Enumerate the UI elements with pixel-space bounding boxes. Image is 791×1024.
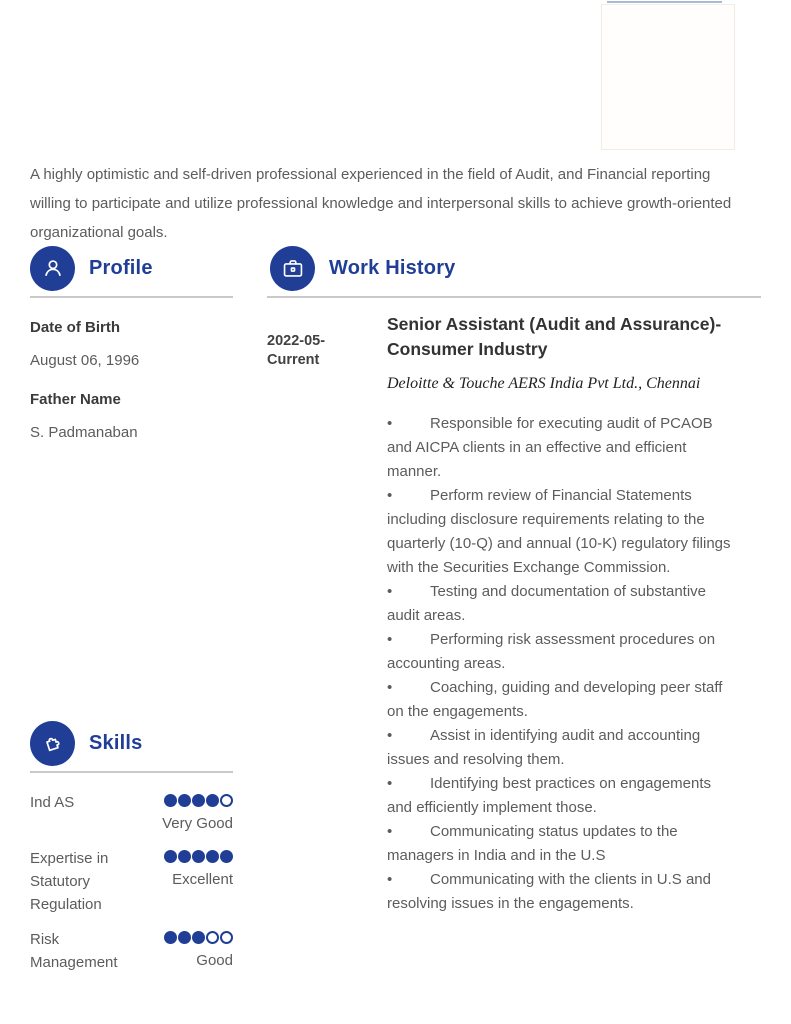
bullet-line: • Coaching, guiding and developing peer staff (387, 676, 761, 700)
briefcase-icon (270, 246, 315, 291)
bullet-line: • Perform review of Financial Statements (387, 484, 761, 508)
bullet-line: including disclosure requirements relating to the (387, 511, 705, 528)
entry-date-range (267, 312, 387, 916)
skill-rating (164, 847, 233, 916)
job-title-line: Consumer Industry (387, 339, 548, 359)
rating-dot-filled (206, 794, 219, 807)
skill-name-line: Regulation (30, 896, 102, 913)
job-bullets (387, 412, 761, 916)
bullet-line: audit areas. (387, 607, 466, 624)
profile-field-label: Father Name (30, 391, 121, 408)
bullet-line: and AICPA clients in an effective and efficient (387, 439, 687, 456)
work-history-entry (267, 312, 761, 916)
skill-level-label: Excellent (172, 871, 233, 888)
bullet-marker: • (387, 871, 393, 888)
skill-row (30, 847, 233, 916)
skill-level-label: Good (196, 952, 233, 969)
person-icon (30, 246, 75, 291)
bullet-marker: • (387, 583, 393, 600)
skills-header (30, 720, 233, 766)
bullet-line: managers in India and in the U.S (387, 847, 606, 864)
bullet-line: with the Securities Exchange Commission. (387, 559, 671, 576)
bullet-line: • Communicating with the clients in U.S and (387, 868, 761, 892)
job-title (387, 312, 761, 362)
bullet-line: • Responsible for executing audit of PCAOB (387, 412, 761, 436)
skill-level-label: Very Good (162, 815, 233, 832)
rating-dot-filled (164, 850, 177, 863)
skill-name-line: Expertise in (30, 850, 109, 867)
summary-line: organizational goals. (30, 224, 168, 241)
bullet-marker: • (387, 727, 393, 744)
rating-dot-empty (220, 931, 233, 944)
rating-dot-filled (192, 794, 205, 807)
photo-placeholder (601, 4, 735, 150)
rating-dot-filled (206, 850, 219, 863)
rating-dot-filled (178, 931, 191, 944)
rating-dot-empty (206, 931, 219, 944)
rating-dot-filled (164, 931, 177, 944)
bullet-line: on the engagements. (387, 703, 528, 720)
summary-paragraph (30, 160, 778, 247)
profile-section (30, 245, 233, 442)
skill-name-line: Risk (30, 931, 60, 948)
entry-date-line: Current (267, 352, 320, 368)
skill-name-line: Ind AS (30, 794, 75, 811)
bullet-line: resolving issues in the engagements. (387, 895, 634, 912)
bullet-marker: • (387, 631, 393, 648)
work-history-title: Work History (329, 256, 456, 279)
skill-name-line: Management (30, 954, 118, 971)
rating-dot-empty (220, 794, 233, 807)
summary-line: A highly optimistic and self-driven professional experienced in the field of Audit, and Financial reporting (30, 166, 711, 183)
rating-dot-filled (192, 931, 205, 944)
work-history-header (267, 245, 761, 291)
rating-dot-filled (192, 850, 205, 863)
skills-list (30, 791, 233, 974)
skill-rating (164, 928, 233, 974)
bullet-marker: • (387, 823, 393, 840)
profile-field-value: S. Padmanaban (30, 424, 138, 441)
bullet-line: • Testing and documentation of substantive (387, 580, 761, 604)
bullet-marker: • (387, 679, 393, 696)
skill-row (30, 791, 233, 835)
bullet-line: • Performing risk assessment procedures on (387, 628, 761, 652)
rating-dot-filled (220, 850, 233, 863)
bullet-line: manner. (387, 463, 442, 480)
rating-dot-filled (178, 850, 191, 863)
skills-divider (30, 771, 233, 773)
job-title-line: Senior Assistant (Audit and Assurance)- (387, 314, 722, 334)
skill-dots (164, 931, 233, 944)
rating-dot-filled (164, 794, 177, 807)
work-history-section (267, 245, 761, 916)
bullet-line: quarterly (10-Q) and annual (10-K) regulatory filings (387, 535, 731, 552)
bullet-line: • Assist in identifying audit and accounting (387, 724, 761, 748)
skill-row (30, 928, 233, 974)
skill-dots (162, 794, 233, 807)
profile-header (30, 245, 233, 291)
entry-body (387, 312, 761, 916)
skills-section (30, 720, 233, 974)
puzzle-icon (30, 721, 75, 766)
profile-field-label: Date of Birth (30, 319, 120, 336)
profile-field-value: August 06, 1996 (30, 352, 140, 369)
company-name: Deloitte & Touche AERS India Pvt Ltd., Chennai (387, 375, 701, 392)
work-history-divider (267, 296, 761, 298)
bullet-line: • Communicating status updates to the (387, 820, 761, 844)
bullet-marker: • (387, 415, 393, 432)
bullet-line: issues and resolving them. (387, 751, 565, 768)
bullet-marker: • (387, 487, 393, 504)
photo-frame-top-line (607, 1, 722, 3)
skill-name-line: Statutory (30, 873, 91, 890)
skill-rating (162, 791, 233, 835)
summary-line: willing to participate and utilize professional knowledge and interpersonal skills to achieve growth-oriented (30, 195, 732, 212)
profile-divider (30, 296, 233, 298)
entry-date-line: 2022-05- (267, 333, 326, 349)
profile-fields (30, 319, 233, 442)
profile-title: Profile (89, 256, 153, 279)
skill-name (30, 847, 108, 916)
bullet-line: • Identifying best practices on engagements (387, 772, 761, 796)
bullet-line: accounting areas. (387, 655, 506, 672)
skill-name (30, 791, 74, 835)
skill-name (30, 928, 118, 974)
bullet-line: and efficiently implement those. (387, 799, 597, 816)
skill-dots (164, 850, 233, 863)
skills-title: Skills (89, 731, 143, 754)
bullet-marker: • (387, 775, 393, 792)
rating-dot-filled (178, 794, 191, 807)
